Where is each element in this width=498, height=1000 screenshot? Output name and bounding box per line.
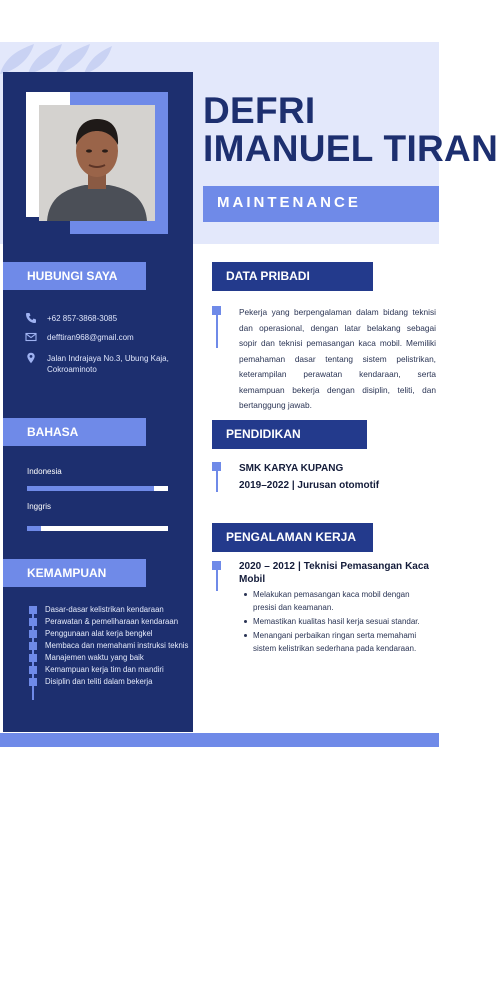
skill-item: Disiplin dan teliti dalam bekerja: [29, 676, 189, 688]
experience-point: Melakukan pemasangan kaca mobil dengan presisi dan keamanan.: [239, 588, 431, 614]
experience-timeline-line: [216, 570, 218, 591]
language-level-indonesia: [27, 486, 154, 491]
personal-timeline-line: [216, 315, 218, 348]
language-bar-indonesia: [27, 486, 168, 491]
skills-list: [29, 604, 189, 688]
contact-heading: HUBUNGI SAYA: [3, 262, 146, 290]
phone-number: +62 857-3868-3085: [47, 314, 118, 323]
education-timeline-marker: [212, 462, 221, 471]
footer-band: [0, 733, 439, 747]
skill-bullet-icon: [29, 654, 37, 662]
personal-data-heading: DATA PRIBADI: [212, 262, 373, 291]
street-address: Jalan Indrajaya No.3, Ubung Kaja, Cokroaminoto: [47, 354, 169, 374]
person-silhouette-icon: [39, 105, 155, 221]
skill-item: Penggunaan alat kerja bengkel: [29, 628, 189, 640]
language-label-indonesia: Indonesia: [27, 467, 62, 476]
language-bar-inggris: [27, 526, 168, 531]
profile-photo-frame: [26, 92, 168, 234]
education-timeline-line: [216, 471, 218, 492]
skills-heading: KEMAMPUAN: [3, 559, 146, 587]
skill-item: Perawatan & pemeliharaan kendaraan: [29, 616, 189, 628]
candidate-name: [203, 92, 498, 168]
skill-bullet-icon: [29, 678, 37, 686]
skill-item: Manajemen waktu yang baik: [29, 652, 189, 664]
job-title: MAINTENANCE: [217, 194, 361, 211]
skill-bullet-icon: [29, 618, 37, 626]
skill-bullet-icon: [29, 630, 37, 638]
experience-timeline-marker: [212, 561, 221, 570]
education-years: 2019–2022 | Jurusan otomotif: [239, 480, 380, 491]
experience-list: [239, 588, 431, 656]
experience-point: Menangani perbaikan ringan serta memahami sistem kelistrikan sederhana pada kendaraan.: [239, 629, 431, 655]
language-heading: BAHASA: [3, 418, 146, 446]
profile-summary: Pekerja yang berpengalaman dalam bidang teknisi dan operasional, dengan latar belakang sebagai sopir dan teknisi pemasangan kaca mobil. Memiliki pemahaman dasar tentang sistem pelistrikan, keterampilan perawatan kendaraan, serta kemampuan bekerja dengan disiplin, teliti, dan bertanggung jawab.: [239, 307, 436, 410]
blank-area: [0, 747, 439, 1000]
experience-title: 2020 – 2012 | Teknisi Pemasangan Kaca Mobil: [239, 561, 429, 585]
skill-bullet-icon: [29, 666, 37, 674]
email-address: defftiran968@gmail.com: [47, 333, 134, 342]
skill-item: Dasar-dasar kelistrikan kendaraan: [29, 604, 189, 616]
skill-item: Kemampuan kerja tim dan mandiri: [29, 664, 189, 676]
name-line-first: DEFRI: [203, 90, 316, 131]
skill-bullet-icon: [29, 606, 37, 614]
language-level-inggris: [27, 526, 41, 531]
skill-bullet-icon: [29, 642, 37, 650]
education-school: SMK KARYA KUPANG: [239, 463, 344, 474]
job-title-bar: [203, 186, 439, 222]
education-heading: PENDIDIKAN: [212, 420, 367, 449]
phone-icon: [25, 312, 37, 324]
mail-icon: [25, 331, 37, 343]
profile-photo: [39, 105, 155, 221]
name-line-last: IMANUEL TIRAN: [203, 128, 498, 169]
personal-timeline-marker: [212, 306, 221, 315]
skill-item: Membaca dan memahami instruksi teknis: [29, 640, 189, 652]
experience-point: Memastikan kualitas hasil kerja sesuai standar.: [239, 615, 431, 628]
location-pin-icon: [25, 352, 37, 364]
language-label-inggris: Inggris: [27, 502, 52, 511]
experience-heading: PENGALAMAN KERJA: [212, 523, 373, 552]
